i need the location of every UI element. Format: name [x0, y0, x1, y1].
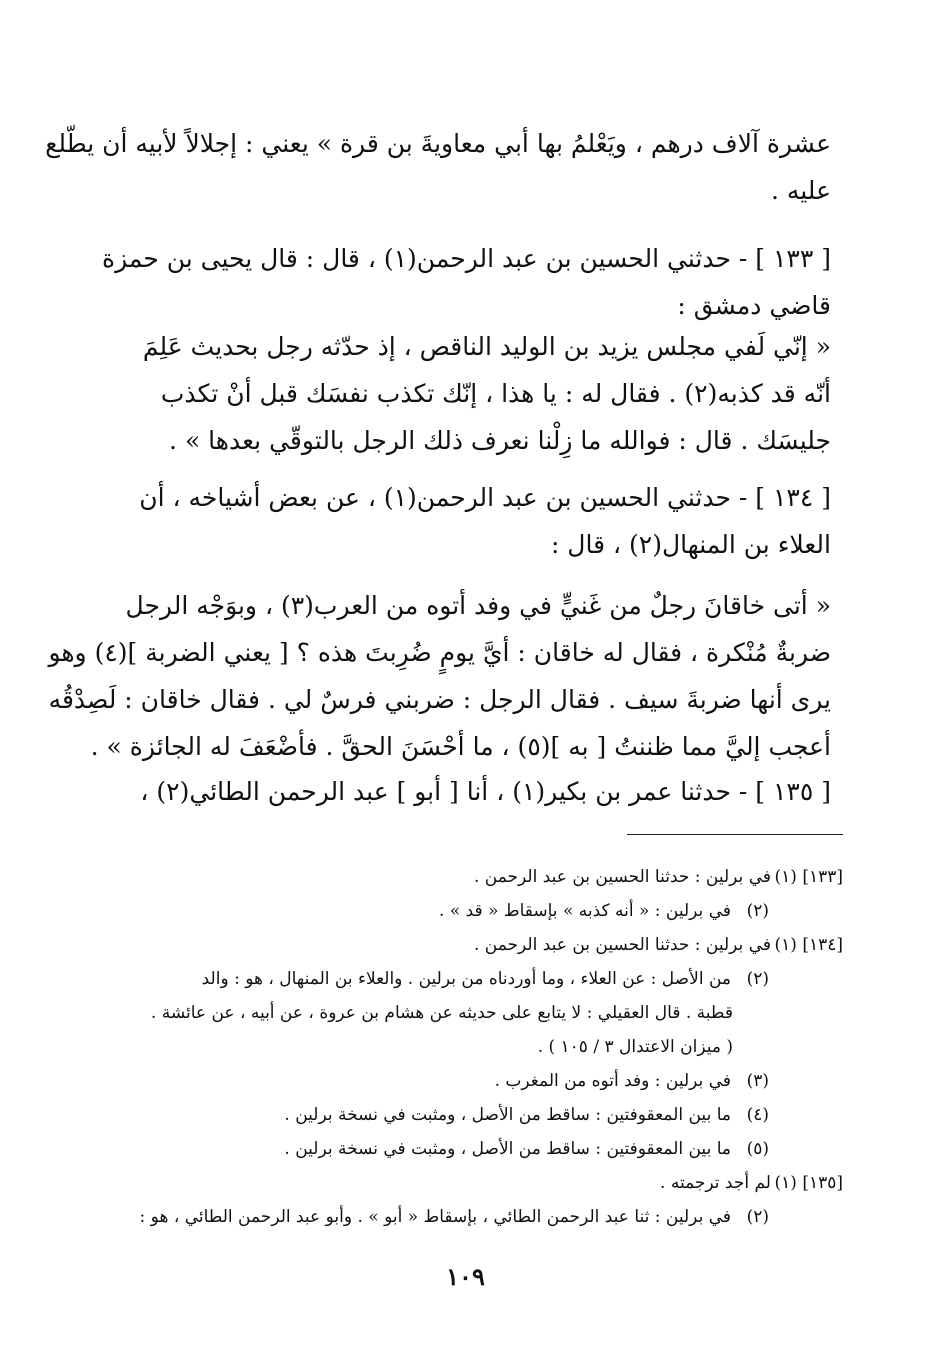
text-line: [ ١٣٥ ] - حدثنا عمر بن بكير(١) ، أنا [ أبو ] عبد الرحمن الطائي(٢) ،: [140, 777, 831, 806]
footnote-text: من الأصل : عن العلاء ، وما أوردناه من برلين . والعلاء بن المنهال ، هو : والد: [201, 969, 731, 989]
text-line: أعجب إليَّ مما ظننتُ [ به ](٥) ، ما أحْسَنَ الحقَّ . فأضْعَفَ له الجائزة » .: [90, 732, 831, 761]
text-line: ضربةٌ مُنْكرة ، فقال له خاقان : أيَّ يومٍ ضُرِبتَ هذه ؟ [ يعني الضربة ](٤) وهو: [48, 638, 831, 667]
footnote-marker: (٢): [746, 1207, 769, 1227]
text-line: يرى أنها ضربةَ سيف . فقال الرجل : ضربني فرسٌ لي . فقال خاقان : لَصِدْقُه: [48, 685, 831, 714]
footnote: [140, 928, 843, 962]
text-line: أنّه قد كذبه(٢) . فقال له : يا هذا ، إنّك تكذب نفسَك قبل أنْ تكذب: [160, 379, 831, 408]
footnote-marker: (٤): [746, 1105, 769, 1125]
text-line: عشرة آلاف درهم ، ويَعْلمُ بها أبي معاويةَ بن قرة » يعني : إجلالاً لأبيه أن يطّلع: [45, 129, 831, 158]
footnote-marker: (٢): [746, 901, 769, 921]
page-number: ١٠٩: [446, 1262, 485, 1291]
footnote-text: لم أجد ترجمته .: [660, 1173, 771, 1193]
footnote-text: ما بين المعقوفتين : ساقط من الأصل ، ومثبت في نسخة برلين .: [284, 1139, 731, 1159]
paragraph-1: [45, 120, 831, 214]
text-line: عليه .: [770, 176, 831, 205]
footnote-text: قطبة . قال العقيلي : لا يتابع على حديثه عن هشام بن عروة ، عن أبيه ، عن عائشة .: [150, 1003, 733, 1023]
text-line: « إنّي لَفي مجلس يزيد بن الوليد الناقص ، إذ حدّثه رجل بحديث عَلِمَ: [142, 332, 831, 361]
text-line: « أتى خاقانَ رجلٌ من غَنيٍّ في وفد أتوه من العرب(٣) ، وبوَجْه الرجل: [125, 591, 831, 620]
footnote-continuation: [140, 1030, 843, 1064]
text-line: [ ١٣٤ ] - حدثني الحسين بن عبد الرحمن(١) ، عن بعض أشياخه ، أن: [139, 483, 831, 512]
footnote: [140, 860, 843, 894]
hadith-134-heading: [128, 474, 831, 568]
text-line: قاضي دمشق :: [677, 291, 831, 320]
footnote: [140, 1132, 843, 1166]
footnote-marker: (٥): [746, 1139, 769, 1159]
footnote-text: في برلين : ثنا عبد الرحمن الطائي ، بإسقاط « أبو » . وأبو عبد الرحمن الطائي ، هو :: [139, 1207, 731, 1227]
hadith-133-text: [128, 323, 831, 464]
footnote-text: ( ميزان الاعتدال ٣ / ١٠٥ ) .: [537, 1037, 733, 1057]
hadith-135-heading: [128, 768, 831, 815]
footnote-marker: [١٣٤] (١): [774, 935, 843, 955]
hadith-134-text: [48, 582, 831, 770]
footnote: [140, 1064, 843, 1098]
footnote-marker: (٣): [746, 1071, 769, 1091]
footnote: [140, 1166, 843, 1200]
text-line: العلاء بن المنهال(٢) ، قال :: [550, 530, 831, 559]
footnote-continuation: [140, 996, 843, 1030]
footnote-divider: [627, 834, 843, 835]
footnote: [140, 1200, 843, 1234]
footnote: [140, 962, 843, 996]
footnote-text: في برلين : حدثنا الحسين بن عبد الرحمن .: [473, 935, 771, 955]
footnote-text: في برلين : « أنه كذبه » بإسقاط « قد » .: [439, 901, 731, 921]
footnote-marker: [١٣٣] (١): [774, 867, 843, 887]
footnote-marker: [١٣٥] (١): [774, 1173, 843, 1193]
footnote: [140, 894, 843, 928]
footnotes: [140, 860, 843, 1234]
text-line: [ ١٣٣ ] - حدثني الحسين بن عبد الرحمن(١) ، قال : قال يحيى بن حمزة: [102, 244, 831, 273]
footnote: [140, 1098, 843, 1132]
footnote-text: ما بين المعقوفتين : ساقط من الأصل ، ومثبت في نسخة برلين .: [284, 1105, 731, 1125]
footnote-text: في برلين : وفد أتوه من المغرب .: [494, 1071, 731, 1091]
footnote-marker: (٢): [746, 969, 769, 989]
footnote-text: في برلين : حدثنا الحسين بن عبد الرحمن .: [473, 867, 771, 887]
hadith-133-heading: [102, 235, 831, 329]
text-line: جليسَك . قال : فوالله ما زِلْنا نعرف ذلك الرجل بالتوقّي بعدها » .: [169, 426, 831, 455]
